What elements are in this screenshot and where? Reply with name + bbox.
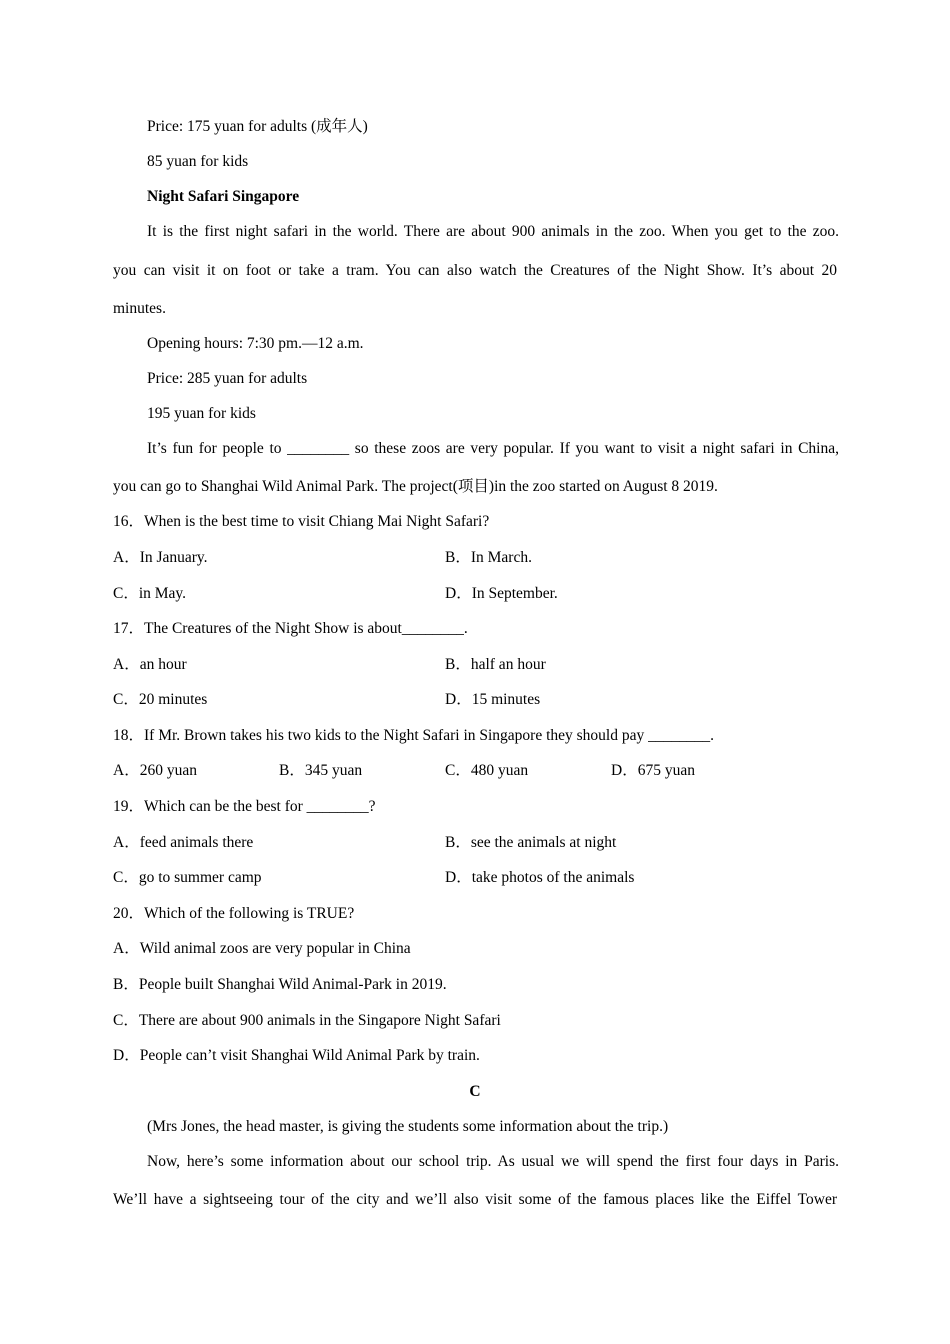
question-option: B．In March. — [445, 549, 532, 566]
question-option: A．260 yuan — [113, 762, 197, 779]
question-option: B．half an hour — [445, 656, 546, 673]
question-stem: 19．Which can be the best for ________? — [113, 798, 376, 815]
singapore-paragraph-line: minutes. — [113, 300, 166, 317]
singapore-price-adults: Price: 285 yuan for adults — [147, 370, 308, 387]
question-option: D．People can’t visit Shanghai Wild Animal Park by train. — [113, 1047, 480, 1064]
question-option: D．In September. — [445, 585, 558, 602]
question-option: A．In January. — [113, 549, 208, 566]
closing-paragraph-line: It’s fun for people to ________ so these zoos are very popular. If you want to visit a night safari in China, — [147, 440, 839, 457]
section-c-paragraph-line: Now, here’s some information about our school trip. As usual we will spend the first four days in Paris. — [147, 1153, 839, 1170]
question-option: B．see the animals at night — [445, 834, 617, 851]
question-stem: 17．The Creatures of the Night Show is about________. — [113, 620, 468, 637]
question-option: C．go to summer camp — [113, 869, 262, 886]
question-option: C．There are about 900 animals in the Singapore Night Safari — [113, 1012, 501, 1029]
question-option: D．take photos of the animals — [445, 869, 635, 886]
section-c-intro: (Mrs Jones, the head master, is giving the students some information about the trip.) — [147, 1118, 669, 1135]
question-option: D．675 yuan — [611, 762, 695, 779]
singapore-paragraph-line: you can visit it on foot or take a tram. You can also watch the Creatures of the Night Show. It’s about 20 — [113, 262, 837, 279]
singapore-price-kids: 195 yuan for kids — [147, 405, 256, 422]
chiang-mai-price-adults: Price: 175 yuan for adults (成年人) — [147, 118, 368, 135]
question-option: B．345 yuan — [279, 762, 363, 779]
question-option: A．Wild animal zoos are very popular in China — [113, 940, 411, 957]
closing-paragraph-line: you can go to Shanghai Wild Animal Park. The project(项目)in the zoo started on August 8 2019. — [113, 478, 718, 495]
singapore-hours: Opening hours: 7:30 pm.—12 a.m. — [147, 335, 364, 352]
question-option: A．an hour — [113, 656, 187, 673]
section-label: C — [469, 1083, 481, 1100]
question-option: C．in May. — [113, 585, 187, 602]
singapore-paragraph-line: It is the first night safari in the world. There are about 900 animals in the zoo. When you get to the zoo. — [147, 223, 839, 240]
question-stem: 20．Which of the following is TRUE? — [113, 905, 355, 922]
question-option: C．480 yuan — [445, 762, 529, 779]
question-stem: 16．When is the best time to visit Chiang Mai Night Safari? — [113, 513, 490, 530]
question-option: A．feed animals there — [113, 834, 254, 851]
singapore-heading: Night Safari Singapore — [147, 188, 300, 205]
question-option: D．15 minutes — [445, 691, 541, 708]
section-c-paragraph-line: We’ll have a sightseeing tour of the city and we’ll also visit some of the famous places like the Eiffel Tower — [113, 1191, 837, 1208]
question-option: B．People built Shanghai Wild Animal-Park in 2019. — [113, 976, 447, 993]
question-option: C．20 minutes — [113, 691, 208, 708]
chiang-mai-price-kids: 85 yuan for kids — [147, 153, 249, 170]
question-stem: 18．If Mr. Brown takes his two kids to the Night Safari in Singapore they should pay ________. — [113, 727, 714, 744]
